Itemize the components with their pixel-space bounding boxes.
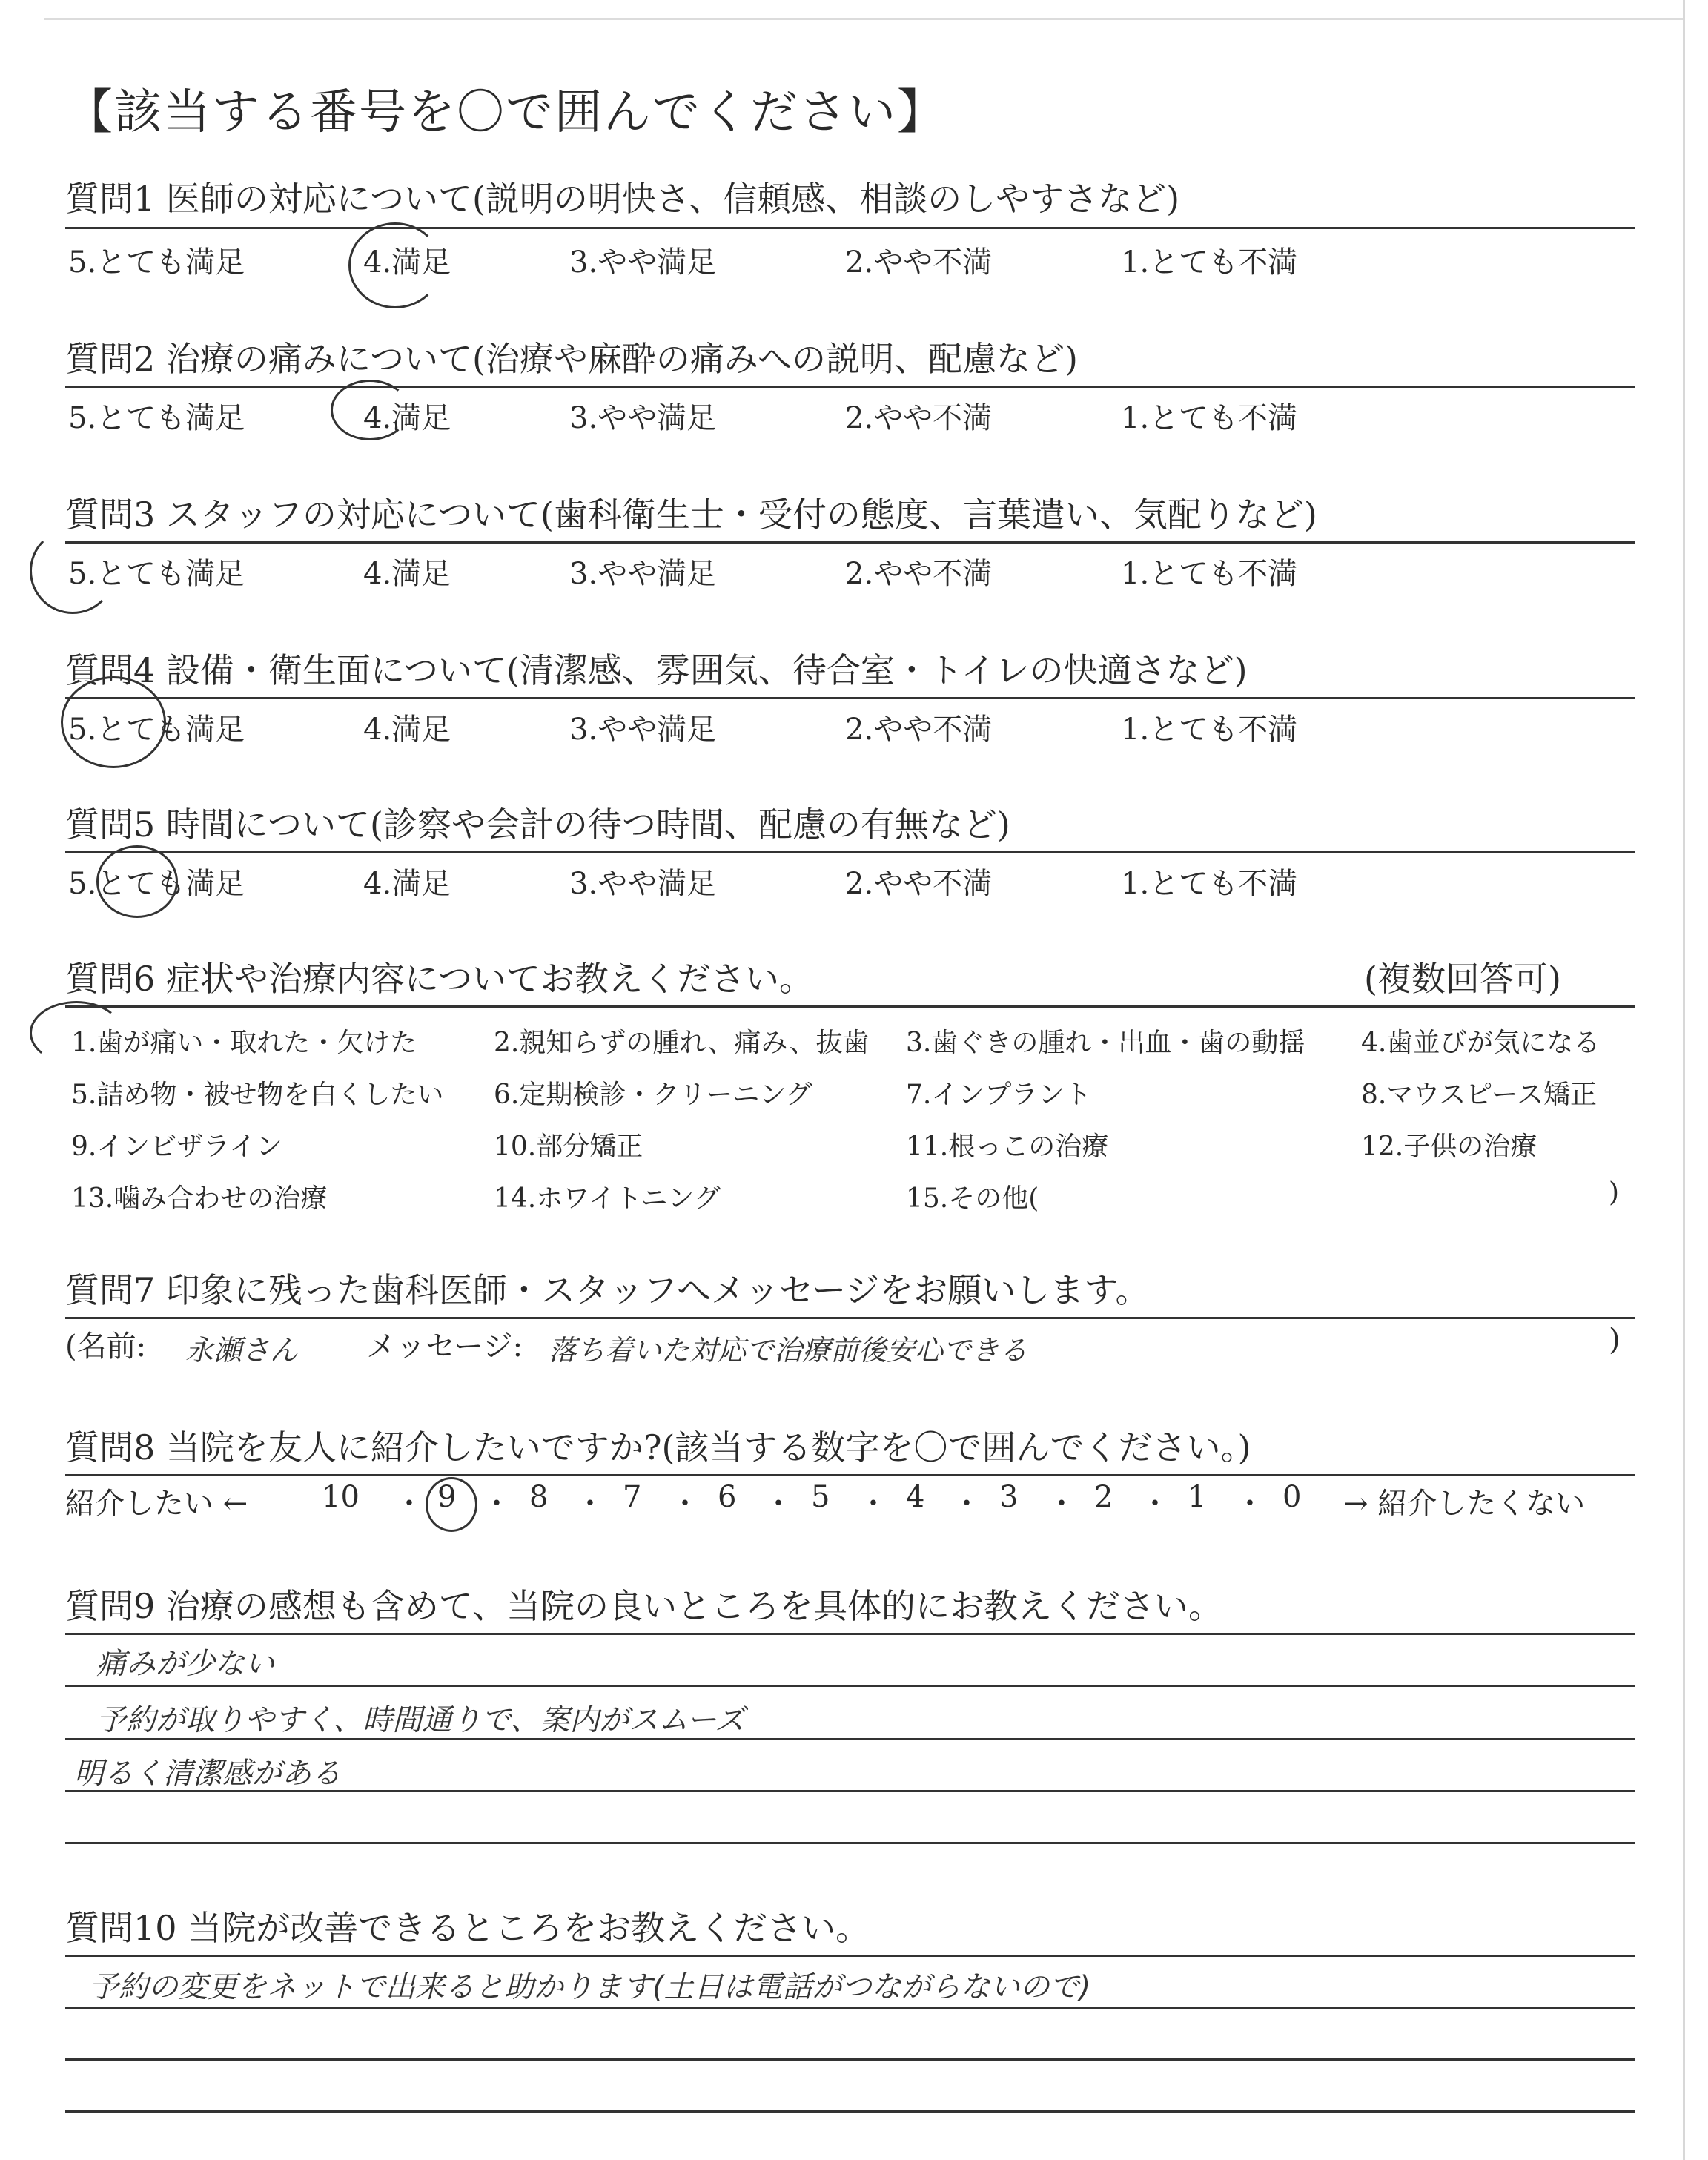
question-5-title: 質問5 時間について(診察や会計の待つ時間、配慮の有無など) — [65, 805, 1010, 845]
q8-scale-4[interactable]: 4 — [906, 1480, 925, 1514]
q4-option-1[interactable]: 1.とても不満 — [1121, 713, 1298, 747]
q6-item-15[interactable]: 15.その他( — [906, 1183, 1039, 1214]
q8-selection-circle — [426, 1477, 477, 1532]
q10-answer-line-4 — [65, 2110, 1635, 2113]
q1-selection-circle — [348, 222, 442, 308]
q8-dot: ・ — [670, 1487, 700, 1521]
q8-scale-3[interactable]: 3 — [999, 1480, 1019, 1514]
q8-scale-6[interactable]: 6 — [718, 1480, 737, 1514]
question-5-rule — [65, 851, 1635, 853]
q2-option-4[interactable]: 4.満足 — [363, 401, 451, 435]
q1-option-4[interactable]: 4.満足 — [363, 245, 451, 280]
q8-dot: ・ — [1140, 1487, 1170, 1521]
q3-option-1[interactable]: 1.とても不満 — [1121, 557, 1298, 591]
q8-scale-9[interactable]: 9 — [437, 1480, 457, 1514]
q5-option-4[interactable]: 4.満足 — [363, 867, 451, 901]
q6-item-7[interactable]: 7.インプラント — [906, 1080, 1092, 1110]
q1-option-3[interactable]: 3.やや満足 — [569, 245, 717, 280]
question-1-title: 質問1 医師の対応について(説明の明快さ、信頼感、相談のしやすさなど) — [65, 179, 1180, 219]
q1-option-1[interactable]: 1.とても不満 — [1121, 245, 1298, 280]
question-6-title: 質問6 症状や治療内容についてお教えください。 — [65, 959, 813, 999]
scan-top-edge — [44, 18, 1683, 20]
q8-dot: ・ — [1047, 1487, 1076, 1521]
q3-option-2[interactable]: 2.やや不満 — [845, 557, 993, 591]
q6-item-8[interactable]: 8.マウスピース矯正 — [1361, 1080, 1598, 1110]
q8-scale-0[interactable]: 0 — [1282, 1480, 1302, 1514]
q5-option-5[interactable]: 5.とても満足 — [68, 867, 245, 901]
q8-scale-1[interactable]: 1 — [1188, 1480, 1207, 1514]
q8-dot: ・ — [575, 1487, 605, 1521]
q7-close-paren: ) — [1609, 1323, 1621, 1357]
q8-scale-5[interactable]: 5 — [811, 1480, 830, 1514]
q7-message-value[interactable]: 落ち着いた対応で治療前後安心できる — [549, 1334, 1028, 1367]
question-2-title: 質問2 治療の痛みについて(治療や麻酔の痛みへの説明、配慮など) — [65, 339, 1078, 379]
q7-message-label: メッセージ: — [366, 1330, 523, 1364]
q9-answer-line-5 — [65, 1842, 1635, 1844]
q6-item-10[interactable]: 10.部分矯正 — [494, 1132, 643, 1162]
question-8-rule — [65, 1474, 1635, 1476]
question-3-rule — [65, 541, 1635, 544]
q4-option-4[interactable]: 4.満足 — [363, 713, 451, 747]
q8-dot: ・ — [764, 1487, 793, 1521]
q3-option-4[interactable]: 4.満足 — [363, 557, 451, 591]
q8-scale-8[interactable]: 8 — [529, 1480, 549, 1514]
q6-item-9[interactable]: 9.インビザライン — [71, 1132, 283, 1162]
q5-option-2[interactable]: 2.やや不満 — [845, 867, 993, 901]
q3-selection-circle — [30, 528, 116, 614]
q4-selection-circle — [61, 676, 166, 768]
q6-item-11[interactable]: 11.根っこの治療 — [906, 1132, 1109, 1162]
q6-item-3[interactable]: 3.歯ぐきの腫れ・出血・歯の動揺 — [906, 1028, 1305, 1058]
question-9-title: 質問9 治療の感想も含めて、当院の良いところを具体的にお教えください。 — [65, 1586, 1222, 1626]
q6-selection-mark — [30, 1001, 123, 1065]
question-8-title: 質問8 当院を友人に紹介したいですか?(該当する数字を〇で囲んでください。) — [65, 1427, 1251, 1467]
question-10-title: 質問10 当院が改善できるところをお教えください。 — [65, 1908, 870, 1948]
q6-item-6[interactable]: 6.定期検診・クリーニング — [494, 1080, 812, 1110]
q6-other-close-paren: ) — [1609, 1178, 1620, 1208]
question-7-title: 質問7 印象に残った歯科医師・スタッフへメッセージをお願いします。 — [65, 1270, 1150, 1310]
q10-answer-line-3 — [65, 2058, 1635, 2061]
q2-option-5[interactable]: 5.とても満足 — [68, 401, 245, 435]
question-4-rule — [65, 697, 1635, 699]
q8-left-label: 紹介したい ← — [65, 1487, 248, 1521]
question-3-title: 質問3 スタッフの対応について(歯科衛生士・受付の態度、言葉遣い、気配りなど) — [65, 495, 1317, 535]
question-7-rule — [65, 1317, 1635, 1319]
q1-option-5[interactable]: 5.とても満足 — [68, 245, 245, 280]
q6-item-14[interactable]: 14.ホワイトニング — [494, 1183, 721, 1214]
q5-option-3[interactable]: 3.やや満足 — [569, 867, 717, 901]
q5-option-1[interactable]: 1.とても不満 — [1121, 867, 1298, 901]
q9-answer-3[interactable]: 明るく清潔感がある — [74, 1757, 341, 1791]
q8-scale-10[interactable]: 10 — [322, 1480, 360, 1514]
q8-dot: ・ — [482, 1487, 512, 1521]
question-4-title: 質問4 設備・衛生面について(清潔感、雰囲気、待合室・トイレの快適さなど) — [65, 650, 1248, 690]
q2-option-3[interactable]: 3.やや満足 — [569, 401, 717, 435]
q9-answer-2[interactable]: 予約が取りやすく、時間通りで、案内がスムーズ — [96, 1703, 745, 1737]
q2-option-1[interactable]: 1.とても不満 — [1121, 401, 1298, 435]
q8-scale-7[interactable]: 7 — [623, 1480, 642, 1514]
q3-option-5[interactable]: 5.とても満足 — [68, 557, 245, 591]
scan-right-edge — [1683, 0, 1685, 2160]
q6-item-5[interactable]: 5.詰め物・被せ物を白くしたい — [71, 1080, 444, 1110]
question-1-rule — [65, 227, 1635, 229]
question-6-rule — [65, 1005, 1635, 1008]
q9-answer-line-2 — [65, 1685, 1635, 1687]
page-title: 【該当する番号を〇で囲んでください】 — [65, 85, 946, 140]
question-2-rule — [65, 386, 1635, 388]
q7-name-value[interactable]: 永瀬さん — [185, 1334, 299, 1367]
q1-option-2[interactable]: 2.やや不満 — [845, 245, 993, 280]
q3-option-3[interactable]: 3.やや満足 — [569, 557, 717, 591]
q4-option-5[interactable]: 5.とても満足 — [68, 713, 245, 747]
q10-answer-line-2 — [65, 2007, 1635, 2009]
q4-option-2[interactable]: 2.やや不満 — [845, 713, 993, 747]
q8-dot: ・ — [1235, 1487, 1265, 1521]
q9-answer-line-1 — [65, 1633, 1635, 1635]
q9-answer-1[interactable]: 痛みが少ない — [96, 1647, 274, 1681]
q10-answer-line-1 — [65, 1955, 1635, 1957]
q6-item-12[interactable]: 12.子供の治療 — [1361, 1132, 1537, 1162]
q6-item-13[interactable]: 13.噛み合わせの治療 — [71, 1183, 328, 1214]
q6-item-2[interactable]: 2.親知らずの腫れ、痛み、抜歯 — [494, 1028, 870, 1058]
q4-option-3[interactable]: 3.やや満足 — [569, 713, 717, 747]
q8-dot: ・ — [952, 1487, 982, 1521]
q6-item-4[interactable]: 4.歯並びが気になる — [1361, 1028, 1601, 1058]
q8-right-label: → 紹介したくない — [1343, 1487, 1586, 1521]
q7-name-label: (名前: — [65, 1330, 147, 1364]
q8-dot: ・ — [394, 1487, 424, 1521]
q6-item-1[interactable]: 1.歯が痛い・取れた・欠けた — [71, 1028, 417, 1058]
q5-selection-circle — [96, 845, 178, 918]
q8-scale-2[interactable]: 2 — [1094, 1480, 1113, 1514]
question-6-note: (複数回答可) — [1364, 959, 1561, 999]
q2-option-2[interactable]: 2.やや不満 — [845, 401, 993, 435]
q8-dot: ・ — [858, 1487, 888, 1521]
q2-selection-circle — [331, 380, 409, 440]
q10-answer-1[interactable]: 予約の変更をネットで出来ると助かります(土日は電話がつながらないので) — [89, 1970, 1091, 2004]
